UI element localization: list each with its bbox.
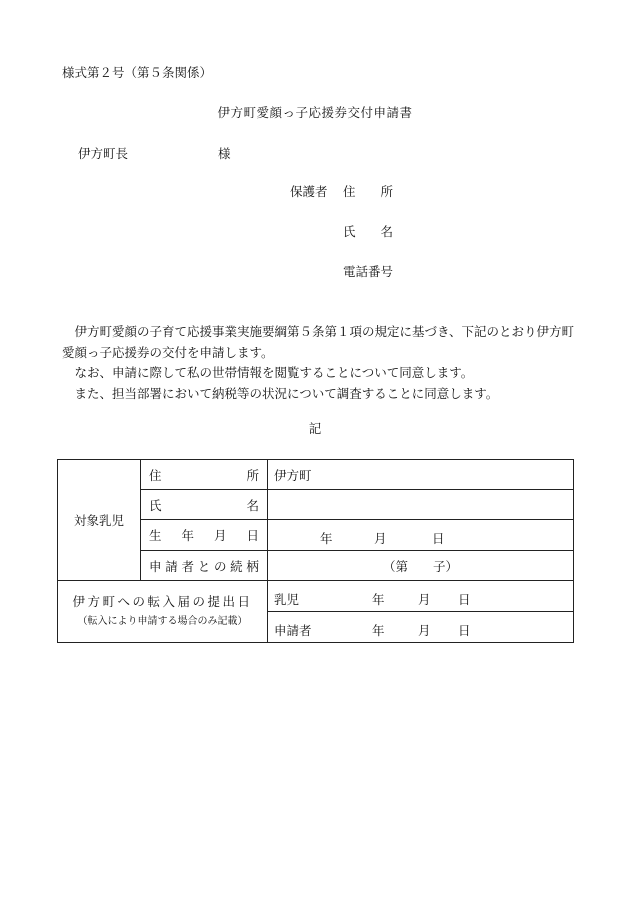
label-char: 名 [246, 497, 259, 513]
name-label [141, 490, 268, 520]
month-marker: 月 [418, 623, 431, 638]
body-paragraph-2: なお、申請に際して私の世帯情報を閲覧することについて同意します。 [74, 365, 474, 380]
label-char: と [197, 558, 211, 574]
label-char: 氏 [149, 497, 162, 513]
name-field[interactable] [268, 490, 574, 520]
ki-heading: 記 [308, 421, 322, 436]
label-char: 申 [149, 558, 162, 574]
addressee-honorific: 様 [218, 146, 231, 161]
applicant-address-label: 住 所 [343, 184, 394, 199]
table-row [58, 581, 574, 612]
label-char: 年 [181, 528, 194, 543]
label-char: 日 [246, 528, 259, 543]
label-char: 柄 [246, 558, 259, 574]
birthdate-field[interactable] [268, 520, 574, 551]
body-paragraph-3: また、担当部署において納税等の状況について調査することに同意します。 [74, 385, 499, 401]
month-marker: 月 [418, 592, 431, 607]
relation-field[interactable]: （第 子） [268, 551, 574, 581]
guardian-label: 保護者 [290, 184, 328, 199]
label-char: 所 [246, 467, 259, 483]
year-marker: 年 [372, 623, 385, 638]
year-marker: 年 [372, 592, 385, 607]
applicant-name-label: 氏 名 [343, 224, 394, 239]
applicant-label: 申請者 [274, 623, 312, 638]
table-row [58, 460, 574, 490]
body-paragraph-1: 伊方町愛顔の子育て応援事業実施要綱第５条第１項の規定に基づき、下記のとおり伊方町愛顔っ子応援券の交付を申請します。 [62, 324, 575, 360]
label-char: 請 [165, 558, 178, 574]
applicant-move-in-field[interactable] [268, 612, 574, 643]
move-in-note: （転入により申請する場合のみ記載） [77, 615, 248, 627]
label-char: 続 [230, 558, 243, 574]
infant-label: 乳児 [274, 592, 300, 607]
addressee: 伊方町長 [78, 146, 129, 161]
birthdate-label [141, 520, 268, 551]
label-char: 者 [181, 558, 194, 574]
address-field[interactable]: 伊方町 [268, 460, 574, 490]
address-label [141, 460, 268, 490]
month-marker: 月 [374, 531, 387, 546]
infant-move-in-field[interactable] [268, 581, 574, 612]
move-in-date-label [58, 581, 268, 643]
form-number: 様式第２号（第５条関係） [62, 65, 213, 80]
application-table [57, 459, 574, 643]
subject-infant-label: 対象乳児 [58, 460, 141, 581]
move-in-title: 伊方町への転入届の提出日 [72, 593, 253, 609]
label-char: 月 [213, 528, 227, 543]
day-marker: 日 [458, 592, 471, 607]
relation-label [141, 551, 268, 581]
label-char: の [213, 558, 227, 574]
label-char: 住 [149, 467, 162, 483]
applicant-phone-label: 電話番号 [343, 264, 394, 279]
label-char: 生 [149, 528, 162, 543]
body-text [62, 322, 577, 404]
year-marker: 年 [320, 531, 333, 546]
document-title: 伊方町愛顔っ子応援券交付申請書 [217, 105, 413, 120]
day-marker: 日 [458, 623, 471, 638]
day-marker: 日 [432, 531, 445, 546]
